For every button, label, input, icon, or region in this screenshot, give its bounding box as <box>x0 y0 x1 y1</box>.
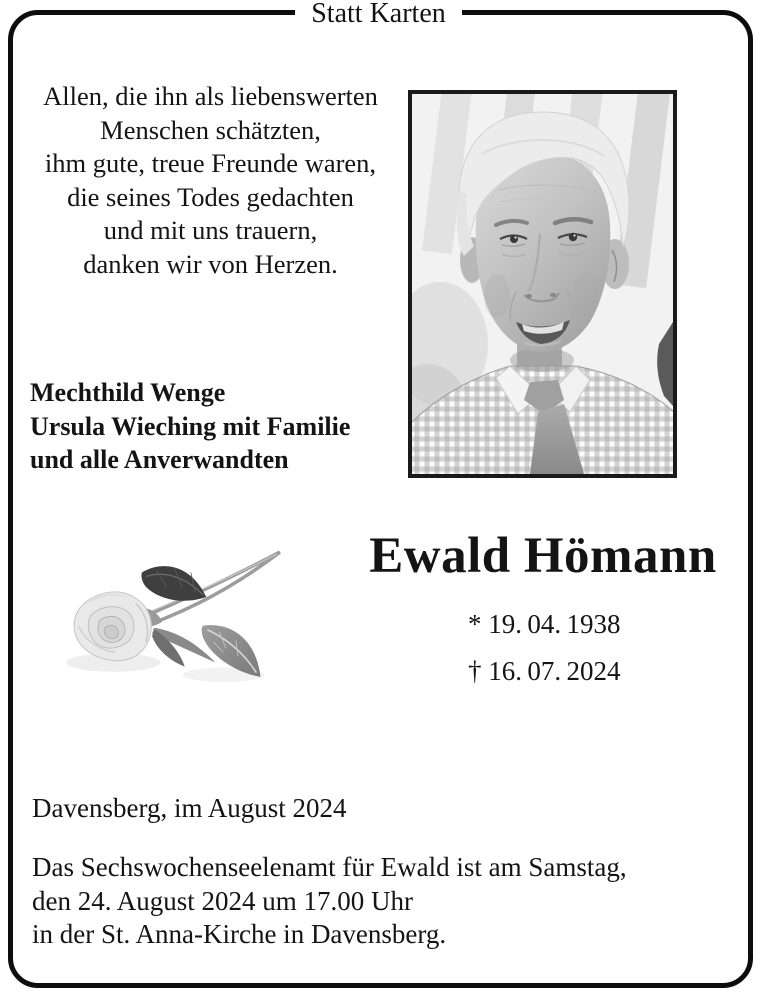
header-label: Statt Karten <box>295 0 462 27</box>
death-date: † 16. 07. 2024 <box>468 656 621 686</box>
tribute-line: Menschen schätzten, <box>100 114 321 145</box>
tribute-text <box>18 80 403 281</box>
announcement-line: den 24. August 2024 um 17.00 Uhr <box>32 885 413 916</box>
portrait-photo <box>408 90 677 478</box>
rose-photo <box>60 545 285 690</box>
announcement-line: in der St. Anna-Kirche in Davensberg. <box>32 919 447 949</box>
life-dates <box>468 601 621 695</box>
deceased-name: Ewald Hömann <box>369 528 717 584</box>
mourner-line: Ursula Wieching mit Familie <box>30 411 351 441</box>
mourner-line: Mechthild Wenge <box>30 378 226 407</box>
portrait-illustration <box>412 94 673 474</box>
tribute-line: ihm gute, treue Freunde waren, <box>44 148 377 178</box>
birth-date: * 19. 04. 1938 <box>468 609 621 639</box>
mourner-line: und alle Anverwandten <box>30 445 289 474</box>
mourners-names <box>30 376 400 477</box>
rose-illustration <box>60 545 285 690</box>
announcement-line: Das Sechswochenseelenamt für Ewald ist am Samstag, <box>32 852 627 882</box>
place-dateline: Davensberg, im August 2024 <box>32 793 347 823</box>
header-legend <box>0 0 757 27</box>
tribute-line: danken wir von Herzen. <box>83 248 338 279</box>
memorial-service-announcement <box>32 851 732 952</box>
tribute-line: und mit uns trauern, <box>103 215 318 245</box>
tribute-line: die seines Todes gedachten <box>67 181 354 212</box>
tribute-line: Allen, die ihn als liebenswerten <box>43 81 378 111</box>
